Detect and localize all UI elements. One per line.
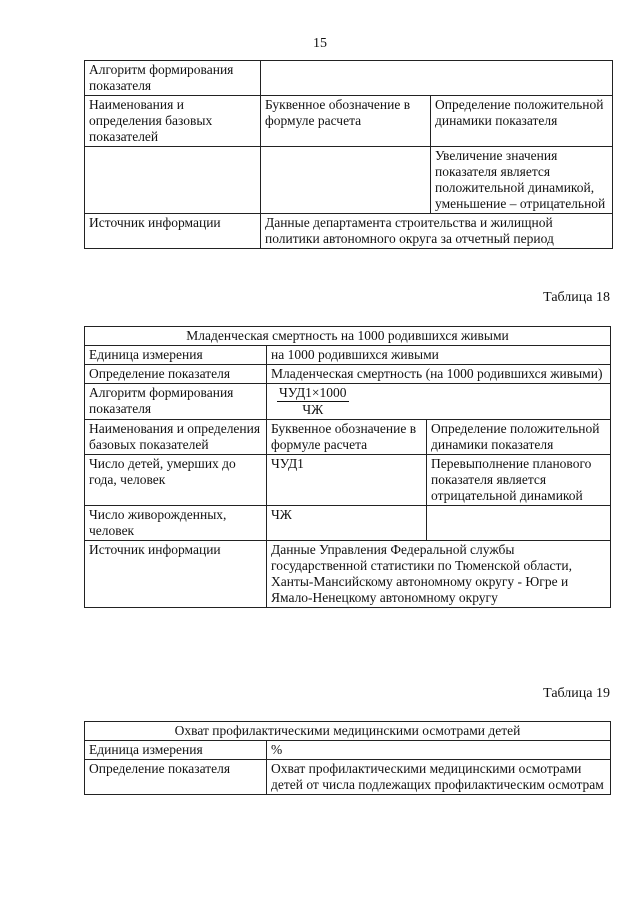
- table-18-title: Младенческая смертность на 1000 родившихся живыми: [85, 327, 611, 346]
- table-row: [85, 741, 611, 760]
- algorithm-formula: [267, 384, 611, 420]
- table-row: [85, 327, 611, 346]
- unit-value: %: [267, 741, 611, 760]
- letter-designation-header: Буквенное обозначение в формуле расчета: [267, 420, 427, 455]
- table-18: [84, 326, 611, 608]
- unit-label: Единица измерения: [85, 346, 267, 365]
- previous-indicator-table: [84, 60, 613, 249]
- base-indicators-header: Наименования и определения базовых показателей: [85, 96, 261, 147]
- table-19-caption: Таблица 19: [543, 686, 610, 701]
- algorithm-value: [261, 61, 613, 96]
- table-row: [85, 365, 611, 384]
- source-label: Источник информации: [85, 541, 267, 608]
- table-row: [85, 214, 613, 249]
- table-18-caption: Таблица 18: [543, 290, 610, 305]
- base-indicators-header: Наименования и определения базовых показателей: [85, 420, 267, 455]
- page-number: 15: [313, 36, 327, 51]
- positive-dynamics-header: Определение положительной динамики показателя: [427, 420, 611, 455]
- algorithm-label: Алгоритм формирования показателя: [85, 384, 267, 420]
- base-indicator-symbol: ЧУД1: [267, 455, 427, 506]
- table-row: [85, 760, 611, 795]
- table-row: [85, 722, 611, 741]
- positive-dynamics-header: Определение положительной динамики показателя: [431, 96, 613, 147]
- table-row: [85, 346, 611, 365]
- base-indicator-name: Число детей, умерших до года, человек: [85, 455, 267, 506]
- formula-numerator: ЧУД1×1000: [279, 385, 347, 400]
- source-label: Источник информации: [85, 214, 261, 249]
- source-value: Данные Управления Федеральной службы государственной статистики по Тюменской области, Ханты-Мансийскому автономному округу - Югре и Ямало-Ненецкому автономному округу: [267, 541, 611, 608]
- table-row: [85, 96, 613, 147]
- table-cell: [261, 147, 431, 214]
- table-cell: [85, 147, 261, 214]
- dynamics-description: Увеличение значения показателя является положительной динамикой, уменьшение – отрицательной: [431, 147, 613, 214]
- unit-value: на 1000 родившихся живыми: [267, 346, 611, 365]
- table-row: [85, 541, 611, 608]
- unit-label: Единица измерения: [85, 741, 267, 760]
- base-indicator-symbol: ЧЖ: [267, 506, 427, 541]
- definition-value: Охват профилактическими медицинскими осмотрами детей от числа подлежащих профилактическим осмотрам: [267, 760, 611, 795]
- definition-value: Младенческая смертность (на 1000 родившихся живыми): [267, 365, 611, 384]
- formula-fraction: [277, 385, 349, 418]
- table-row: [85, 61, 613, 96]
- base-indicator-dynamics: [427, 506, 611, 541]
- algorithm-label: Алгоритм формирования показателя: [85, 61, 261, 96]
- formula-denominator: ЧЖ: [302, 402, 324, 417]
- source-value: Данные департамента строительства и жилищной политики автономного округа за отчетный период: [261, 214, 613, 249]
- table-19-title: Охват профилактическими медицинскими осмотрами детей: [85, 722, 611, 741]
- table-row: [85, 455, 611, 506]
- table-row: [85, 384, 611, 420]
- table-19: [84, 721, 611, 795]
- base-indicator-dynamics: Перевыполнение планового показателя является отрицательной динамикой: [427, 455, 611, 506]
- table-row: [85, 147, 613, 214]
- letter-designation-header: Буквенное обозначение в формуле расчета: [261, 96, 431, 147]
- table-row: [85, 420, 611, 455]
- table-row: [85, 506, 611, 541]
- base-indicator-name: Число живорожденных, человек: [85, 506, 267, 541]
- definition-label: Определение показателя: [85, 760, 267, 795]
- definition-label: Определение показателя: [85, 365, 267, 384]
